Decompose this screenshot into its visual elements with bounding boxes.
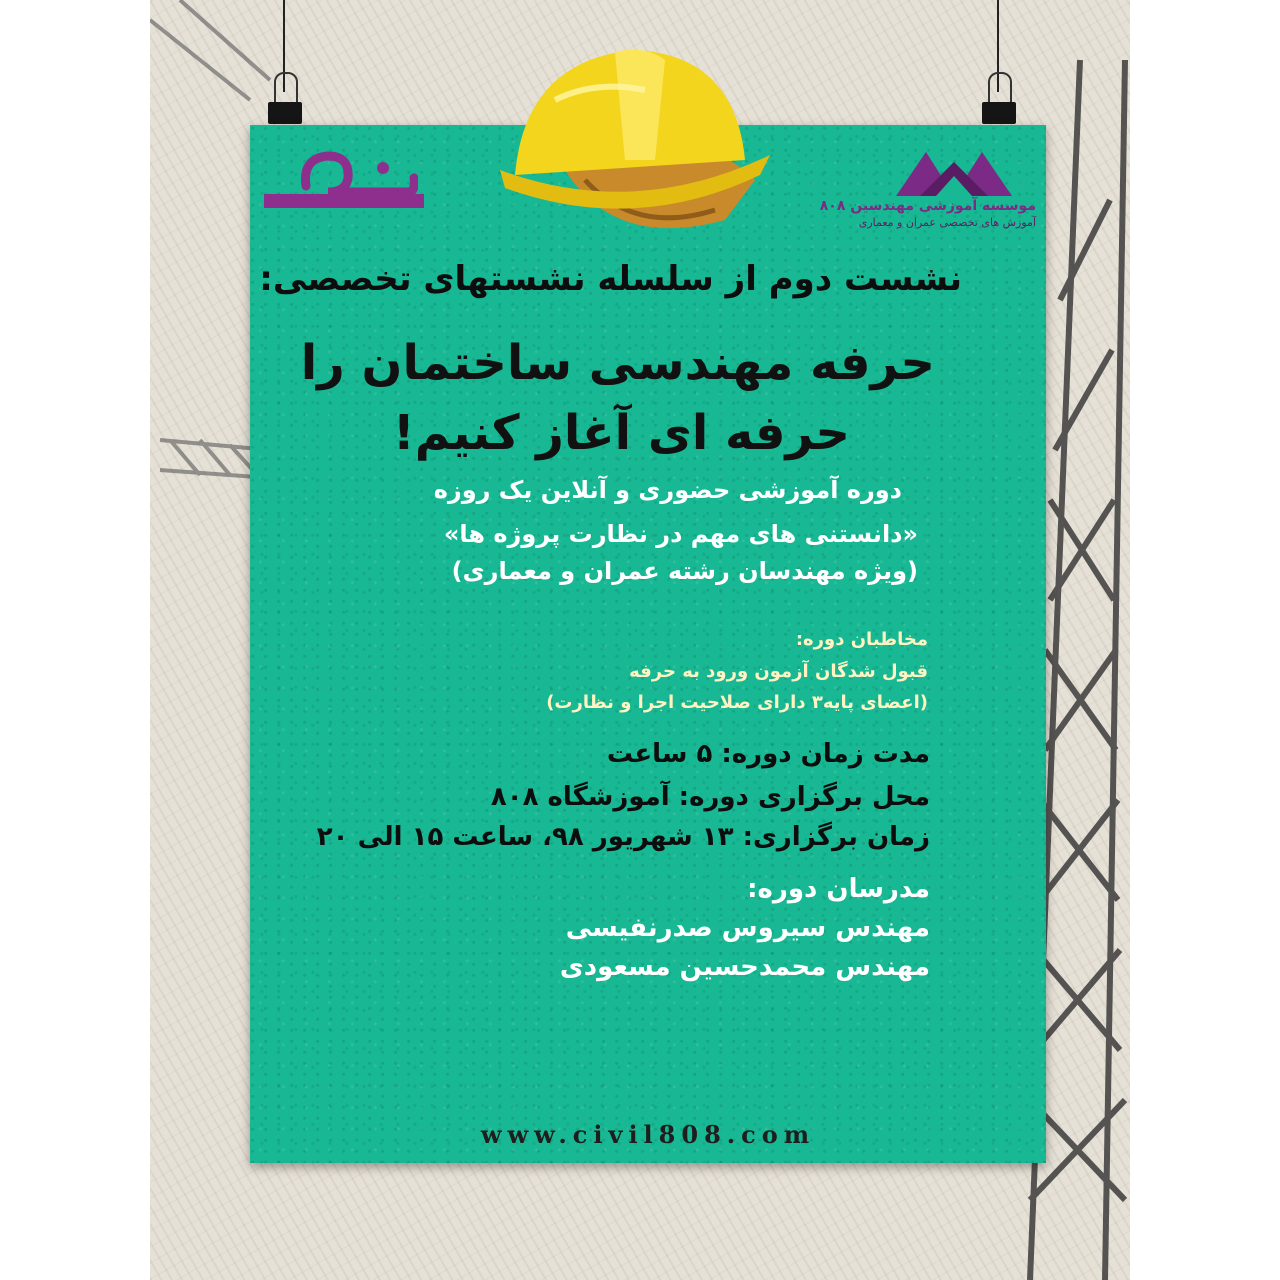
audience-line-2: (اعضای پایه۳ دارای صلاحیت اجرا و نظارت) <box>546 692 928 713</box>
instructor-name: مهندس محمدحسین مسعودی <box>559 952 930 982</box>
audience-line-1: قبول شدگان آزمون ورود به حرفه <box>629 661 928 682</box>
instructors-label: مدرسان دوره: <box>747 874 930 904</box>
hami-tagline <box>264 194 424 208</box>
audience-label: مخاطبان دوره: <box>795 629 928 650</box>
headline-line-1: حرفه مهندسی ساختمان را <box>300 335 935 391</box>
instructor-name: مهندس سیروس صدرنفیسی <box>565 913 930 943</box>
course-type: دوره آموزشی حضوری و آنلاین یک روزه <box>433 476 902 504</box>
institute-808-logo <box>819 150 1036 240</box>
institute-subtitle: آموزش های تخصصی عمران و معماری <box>858 216 1036 229</box>
headline-line-2: حرفه ای آغاز کنیم! <box>392 405 850 461</box>
triangle-mountain-logo-icon <box>896 150 1012 200</box>
binder-clip-right <box>982 0 1016 128</box>
series-subtitle: نشست دوم از سلسله نشستهای تخصصی: <box>259 259 962 299</box>
website-url: www.civil808.com <box>480 1120 816 1149</box>
hard-hat-gloves-icon <box>495 20 775 250</box>
course-duration: مدت زمان دوره: ۵ ساعت <box>606 739 930 769</box>
institute-name: موسسه آموزشی مهندسین ۸۰۸ <box>819 198 1036 214</box>
hami-logo <box>258 148 428 218</box>
course-date: زمان برگزاری: ۱۳ شهریور ۹۸، ساعت ۱۵ الی ۲۰ <box>316 822 930 852</box>
binder-clip-left <box>268 0 302 128</box>
hami-wordmark-icon <box>298 148 418 200</box>
course-target: (ویژه مهندسان رشته عمران و معماری) <box>451 557 918 585</box>
course-location: محل برگزاری دوره: آموزشگاه ۸۰۸ <box>490 782 930 812</box>
course-title: «دانستنی های مهم در نظارت پروژه ها» <box>443 520 918 548</box>
